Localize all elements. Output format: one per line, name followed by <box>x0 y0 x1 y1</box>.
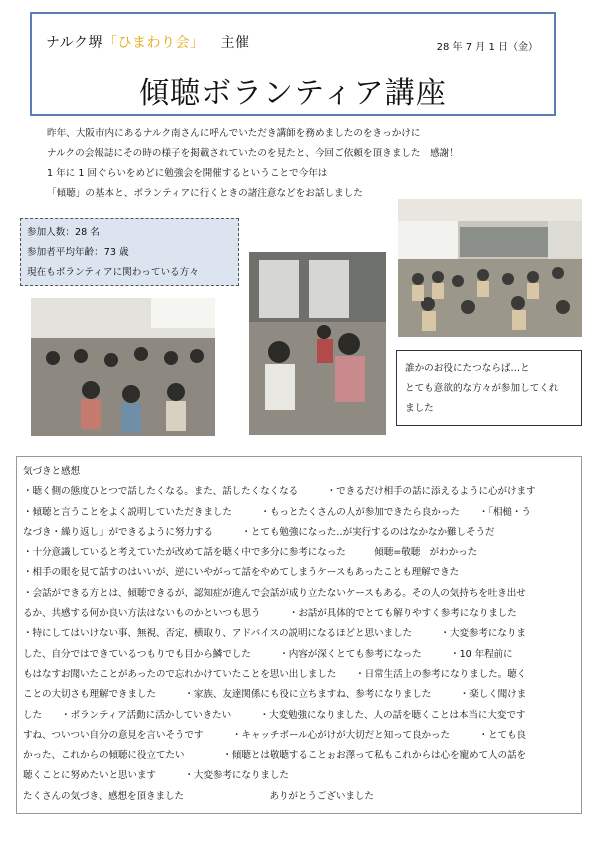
organizer-role: 主催 <box>220 35 250 51</box>
comment-line: かった、これからの傾聴に役立てたい ・傾聴とは敬聴することぉお澤って私もこれからは心を寵めて人の話を <box>23 750 526 762</box>
callout-line: ました <box>405 403 434 414</box>
comment-line: ・十分意識していると考えていたが改めて話を聴く中で多分に参考になった 傾聴=敬聴 がわかった <box>23 547 478 559</box>
average-age: 参加者平均年齢：73 歳 <box>27 247 129 258</box>
photo-seminar-room <box>398 199 582 337</box>
comment-line: ・相手の眼を見て話すのはいいが、逆にいやがって話をやめてしまうケースもあったことも理解できた <box>23 567 460 579</box>
comments-box <box>16 456 582 814</box>
comment-line: した ・ボランティア活動に活かしていきたい ・大変勉強になりました、人の話を聴くことは本当に大変です <box>23 709 526 721</box>
comment-line: ・聴く側の態度ひとつで話したくなる。また、話したくなくなる ・できるだけ相手の話に添えるように心がけます <box>23 486 536 498</box>
intro-line: 1 年に 1 回ぐらいをめどに勉強会を開催するということで今年は <box>47 168 328 179</box>
event-date: 28 年 7 月 1 日（金） <box>436 42 538 53</box>
callout-line: とても意欲的な方々が参加してくれ <box>405 383 559 394</box>
participant-count: 参加人数：28 名 <box>27 227 100 238</box>
participant-note: 現在もボランティアに関わっている方々 <box>27 267 199 278</box>
intro-line: 昨年、大阪市内にあるナルク南さんに呼んでいただき講師を務めましたのをきっかけに <box>47 128 421 139</box>
intro-paragraph <box>47 124 557 204</box>
comment-line: 聴くことに努めたいと思います ・大変参考になりました <box>23 770 289 782</box>
comment-line: なづき・繰り返し」ができるように努力する ・とても勉強になった‥が実行するのはなかなか難しそうだ <box>23 526 495 538</box>
comment-line: した、自分ではできているつもりでも目から鱗でした ・内容が深くとても参考になった ・10 年程前に <box>23 648 513 660</box>
photo-group-discussion <box>31 298 215 436</box>
callout-line: 誰かのお役にたつならば…と <box>405 363 530 374</box>
comment-line: もはなすお聞いたことがあったので忘れかけていたことを思い出しました ・日常生活上の参考になりました。聴く <box>23 668 527 680</box>
page-title: 傾聴ボランティア講座 <box>139 76 447 111</box>
comments-title: 気づきと感想 <box>23 466 80 477</box>
comment-line: るか、共感する何か良い方法はないものかといつも思う ・お話が具体的でとても解りやすく参考になりました <box>23 608 517 620</box>
closing-line: たくさんの気づき、感想を頂きました ありがとうございました <box>23 790 374 802</box>
header-box <box>30 12 556 116</box>
comment-line: すね、ついつい自分の意見を言いそうです ・キャッチボール心がけが大切だと知って良かった ・とても良 <box>23 729 526 741</box>
photo-listening-practice <box>249 252 386 435</box>
organizer-prefix: ナルク堺 <box>46 35 104 51</box>
comment-line: ことの大切さも理解できました ・家族、友達関係にも役に立ちますね、参考になりました ・楽しく聞けま <box>23 689 527 701</box>
organizer-line <box>46 32 250 52</box>
stats-box <box>20 218 239 286</box>
intro-line: ナルクの会報誌にその時の様子を掲載されていたのを見たと、今回ご依頼を頂きました 感謝！ <box>47 148 459 159</box>
intro-line: 「傾聴」の基本と、ボランティアに行くときの諸注意などをお話しました <box>47 188 363 199</box>
comment-line: ・傾聴と言うことをよく説明していただきました ・もっとたくさんの人が参加できたら良かった ・「相槌・う <box>23 506 531 518</box>
comment-line: ・会話ができる方とは、傾聴できるが、認知症が進んで会話が成り立たないケースもある。その人の気持ちを吐き出せ <box>23 587 526 599</box>
organizer-group: 「ひまわり会」 <box>103 35 205 51</box>
comment-line: ・特にしてはいけない事、無視、否定、横取り、アドバイスの説明になるほどと思いました ・大変参考になりま <box>23 628 526 640</box>
callout-box <box>396 350 582 426</box>
